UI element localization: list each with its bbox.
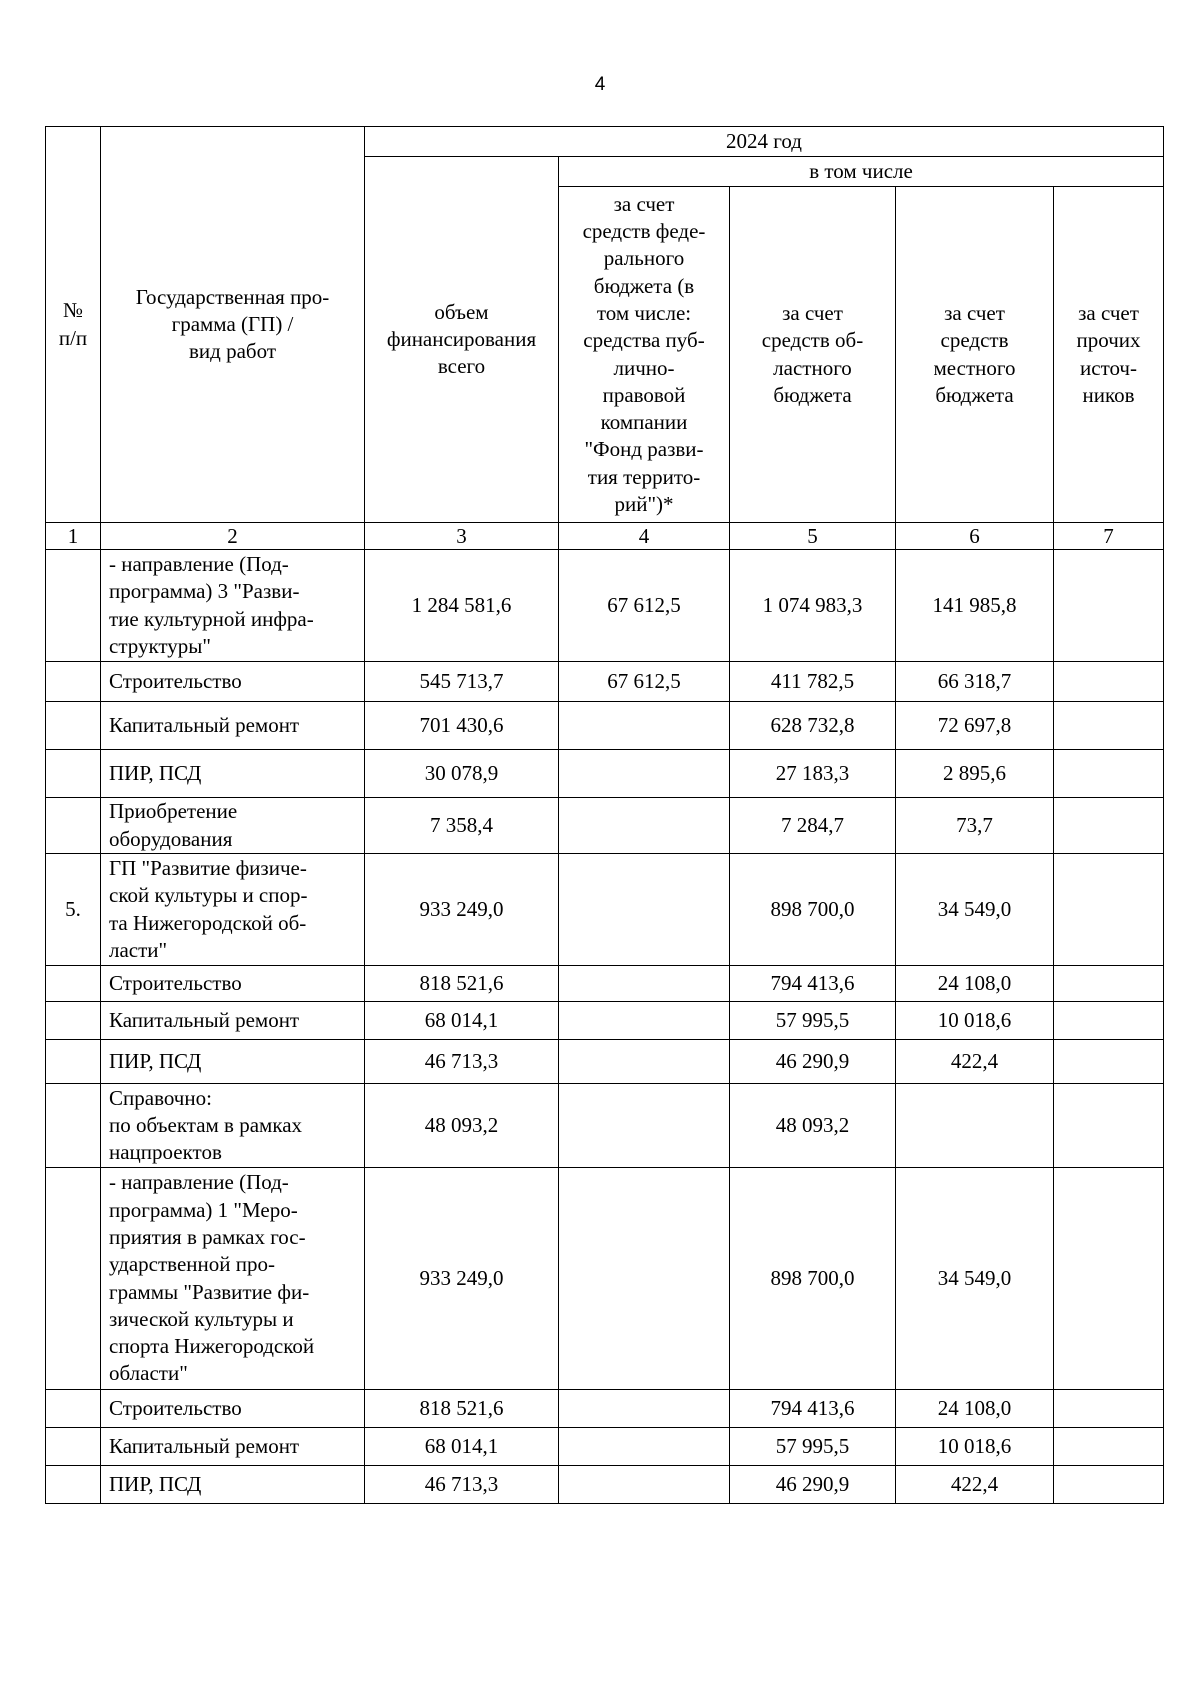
- header-year: 2024 год: [365, 127, 1164, 157]
- row-number: [46, 966, 101, 1002]
- cell-other: [1054, 854, 1164, 966]
- row-name: Капитальный ремонт: [101, 1428, 365, 1466]
- row-name: Справочно: по объектам в рамках нацпроектов: [101, 1084, 365, 1168]
- page-number: 4: [594, 74, 606, 95]
- cell-total: 545 713,7: [365, 662, 559, 702]
- row-name: ПИР, ПСД: [101, 1040, 365, 1084]
- header-other-sources: за счет прочих источ- ников: [1054, 187, 1164, 523]
- table-row: [46, 702, 1164, 750]
- cell-other: [1054, 662, 1164, 702]
- cell-other: [1054, 798, 1164, 854]
- row-number: [46, 662, 101, 702]
- header-row-number: № п/п: [46, 127, 101, 523]
- cell-total: 818 521,6: [365, 966, 559, 1002]
- row-name: Строительство: [101, 1390, 365, 1428]
- table-row: [46, 550, 1164, 662]
- cell-total: 48 093,2: [365, 1084, 559, 1168]
- row-number: [46, 550, 101, 662]
- cell-federal: [559, 1168, 730, 1390]
- row-number: [46, 1390, 101, 1428]
- row-name: - направление (Под- программа) 1 "Меро- приятия в рамках гос- ударственной про- граммы "Развитие фи- зической культуры и спорта Нижегородской области": [101, 1168, 365, 1390]
- cell-total: 701 430,6: [365, 702, 559, 750]
- table-row: [46, 1002, 1164, 1040]
- header-local-budget: за счет средств местного бюджета: [896, 187, 1054, 523]
- financing-table: [45, 126, 1164, 1504]
- cell-total: 933 249,0: [365, 1168, 559, 1390]
- row-name: ПИР, ПСД: [101, 1466, 365, 1504]
- cell-total: 1 284 581,6: [365, 550, 559, 662]
- table-row: [46, 798, 1164, 854]
- cell-local: 66 318,7: [896, 662, 1054, 702]
- column-number: 6: [896, 523, 1054, 550]
- cell-other: [1054, 1466, 1164, 1504]
- table-row: [46, 1084, 1164, 1168]
- cell-regional: 628 732,8: [730, 702, 896, 750]
- table-row: [46, 966, 1164, 1002]
- cell-regional: 898 700,0: [730, 854, 896, 966]
- column-number: 3: [365, 523, 559, 550]
- cell-local: 141 985,8: [896, 550, 1054, 662]
- table-row: [46, 750, 1164, 798]
- cell-federal: [559, 1084, 730, 1168]
- column-number-row: [46, 523, 1164, 550]
- row-number: [46, 750, 101, 798]
- cell-local: 10 018,6: [896, 1002, 1054, 1040]
- cell-total: 68 014,1: [365, 1428, 559, 1466]
- table-body: [46, 550, 1164, 1504]
- row-name: Капитальный ремонт: [101, 702, 365, 750]
- cell-federal: 67 612,5: [559, 550, 730, 662]
- cell-federal: [559, 1390, 730, 1428]
- row-name: - направление (Под- программа) 3 "Разви- тие культурной инфра- структуры": [101, 550, 365, 662]
- cell-local: 34 549,0: [896, 1168, 1054, 1390]
- row-name: ПИР, ПСД: [101, 750, 365, 798]
- header-total-financing: объем финансирования всего: [365, 157, 559, 523]
- table-header: [46, 127, 1164, 550]
- cell-other: [1054, 1040, 1164, 1084]
- cell-regional: 1 074 983,3: [730, 550, 896, 662]
- cell-other: [1054, 966, 1164, 1002]
- row-name: Строительство: [101, 662, 365, 702]
- cell-other: [1054, 750, 1164, 798]
- row-number: [46, 1084, 101, 1168]
- cell-local: 24 108,0: [896, 1390, 1054, 1428]
- cell-regional: 46 290,9: [730, 1466, 896, 1504]
- cell-federal: [559, 750, 730, 798]
- cell-regional: 57 995,5: [730, 1428, 896, 1466]
- cell-total: 46 713,3: [365, 1040, 559, 1084]
- cell-local: 2 895,6: [896, 750, 1054, 798]
- cell-regional: 898 700,0: [730, 1168, 896, 1390]
- cell-total: 933 249,0: [365, 854, 559, 966]
- cell-regional: 794 413,6: [730, 966, 896, 1002]
- cell-other: [1054, 702, 1164, 750]
- cell-local: 422,4: [896, 1040, 1054, 1084]
- cell-federal: [559, 798, 730, 854]
- cell-total: 818 521,6: [365, 1390, 559, 1428]
- cell-total: 46 713,3: [365, 1466, 559, 1504]
- table-row: [46, 662, 1164, 702]
- row-number: [46, 798, 101, 854]
- table-row: [46, 1466, 1164, 1504]
- table-row: [46, 854, 1164, 966]
- row-number: [46, 1428, 101, 1466]
- cell-other: [1054, 1428, 1164, 1466]
- cell-regional: 7 284,7: [730, 798, 896, 854]
- column-number: 4: [559, 523, 730, 550]
- column-number: 1: [46, 523, 101, 550]
- cell-local: 10 018,6: [896, 1428, 1054, 1466]
- table-row: [46, 1428, 1164, 1466]
- row-name: ГП "Развитие физиче- ской культуры и спор- та Нижегородской об- ласти": [101, 854, 365, 966]
- table-row: [46, 1390, 1164, 1428]
- cell-total: 68 014,1: [365, 1002, 559, 1040]
- column-number: 5: [730, 523, 896, 550]
- cell-regional: 794 413,6: [730, 1390, 896, 1428]
- cell-federal: [559, 1040, 730, 1084]
- cell-other: [1054, 1390, 1164, 1428]
- cell-total: 30 078,9: [365, 750, 559, 798]
- cell-federal: [559, 966, 730, 1002]
- header-including: в том числе: [559, 157, 1164, 187]
- header-regional-budget: за счет средств об- ластного бюджета: [730, 187, 896, 523]
- cell-local: [896, 1084, 1054, 1168]
- cell-federal: 67 612,5: [559, 662, 730, 702]
- cell-federal: [559, 702, 730, 750]
- cell-local: 72 697,8: [896, 702, 1054, 750]
- row-number: [46, 1466, 101, 1504]
- cell-regional: 46 290,9: [730, 1040, 896, 1084]
- table-row: [46, 1168, 1164, 1390]
- cell-local: 73,7: [896, 798, 1054, 854]
- row-number: [46, 1040, 101, 1084]
- table-row: [46, 1040, 1164, 1084]
- cell-federal: [559, 1466, 730, 1504]
- row-number: [46, 1002, 101, 1040]
- cell-other: [1054, 1168, 1164, 1390]
- row-name: Строительство: [101, 966, 365, 1002]
- row-number: [46, 702, 101, 750]
- row-number: [46, 1168, 101, 1390]
- cell-local: 422,4: [896, 1466, 1054, 1504]
- column-number: 7: [1054, 523, 1164, 550]
- cell-local: 24 108,0: [896, 966, 1054, 1002]
- cell-regional: 411 782,5: [730, 662, 896, 702]
- column-number: 2: [101, 523, 365, 550]
- cell-local: 34 549,0: [896, 854, 1054, 966]
- row-number: 5.: [46, 854, 101, 966]
- row-name: Приобретение оборудования: [101, 798, 365, 854]
- header-federal-budget: за счет средств феде- рального бюджета (в том числе: средства пуб- лично- правовой компании "Фонд разви- тия террито- рий")*: [559, 187, 730, 523]
- cell-regional: 48 093,2: [730, 1084, 896, 1168]
- cell-federal: [559, 1428, 730, 1466]
- cell-regional: 27 183,3: [730, 750, 896, 798]
- cell-federal: [559, 1002, 730, 1040]
- cell-federal: [559, 854, 730, 966]
- cell-regional: 57 995,5: [730, 1002, 896, 1040]
- row-name: Капитальный ремонт: [101, 1002, 365, 1040]
- cell-other: [1054, 1084, 1164, 1168]
- cell-other: [1054, 550, 1164, 662]
- header-program: Государственная про- грамма (ГП) / вид работ: [101, 127, 365, 523]
- cell-total: 7 358,4: [365, 798, 559, 854]
- cell-other: [1054, 1002, 1164, 1040]
